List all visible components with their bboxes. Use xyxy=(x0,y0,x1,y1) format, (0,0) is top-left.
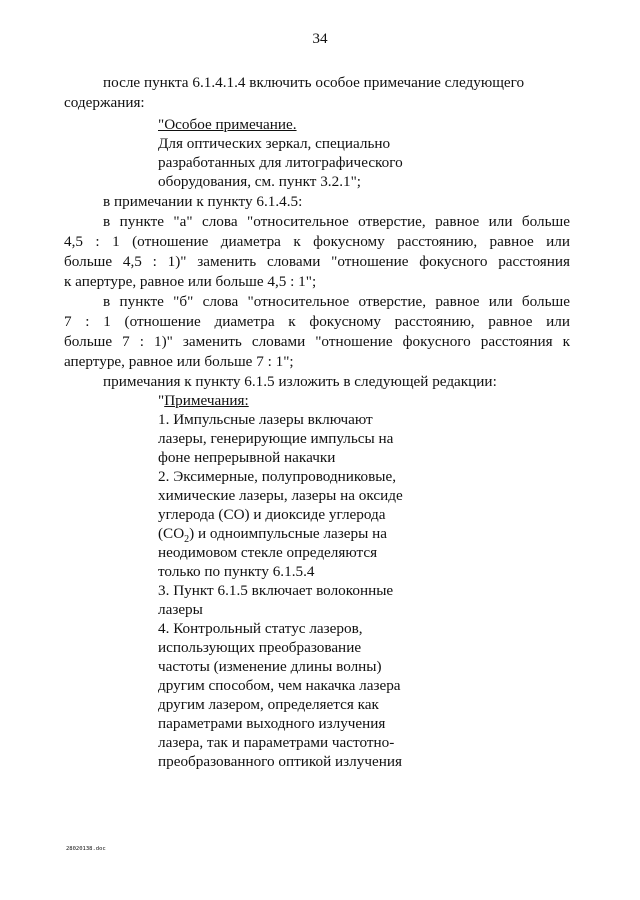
note-line: 1. Импульсные лазеры включают xyxy=(158,411,373,428)
note-line: химические лазеры, лазеры на оксиде xyxy=(158,487,403,504)
paragraph-line: в примечании к пункту 6.1.4.5: xyxy=(103,193,303,210)
note-heading: "Особое примечание. xyxy=(158,116,297,133)
note-line: Для оптических зеркал, специально xyxy=(158,135,391,152)
paragraph-line: после пункта 6.1.4.1.4 включить особое примечание следующего xyxy=(103,74,525,91)
note-line: только по пункту 6.1.5.4 xyxy=(158,563,315,580)
footer-filename: 28020138.doc xyxy=(66,846,106,852)
notes-heading xyxy=(158,392,249,410)
paragraph-line: апертуре, равное или больше 7 : 1"; xyxy=(64,353,294,370)
note-line: лазера, так и параметрами частотно- xyxy=(158,734,395,751)
note-line: преобразованного оптикой излучения xyxy=(158,753,402,770)
paragraph-line: 7 : 1 (отношение диаметра к фокусному расстоянию, равное или xyxy=(64,313,570,330)
paragraph-line: содержания: xyxy=(64,94,145,111)
note-line: другим лазером, определяется как xyxy=(158,696,379,713)
note-line: 4. Контрольный статус лазеров, xyxy=(158,620,363,637)
paragraph-line: больше 4,5 : 1)" заменить словами "отношение фокусного расстояния xyxy=(64,253,570,270)
co2-subscript: 2 xyxy=(184,534,190,546)
paragraph-line: 4,5 : 1 (отношение диаметра к фокусному расстоянию, равное или xyxy=(64,233,570,250)
notes-heading-quote: " xyxy=(158,392,165,409)
note-line: разработанных для литографического xyxy=(158,154,403,171)
paragraph-line: больше 7 : 1)" заменить словами "отношение фокусного расстояния к xyxy=(64,333,570,350)
note-line: лазеры, генерирующие импульсы на xyxy=(158,430,394,447)
note-line: параметрами выходного излучения xyxy=(158,715,386,732)
note-line: частоты (изменение длины волны) xyxy=(158,658,382,675)
page-number: 34 xyxy=(312,30,328,47)
paragraph-line: в пункте "б" слова "относительное отверстие, равное или больше xyxy=(103,293,570,310)
note-line: использующих преобразование xyxy=(158,639,362,656)
notes-heading-text: Примечания: xyxy=(164,392,249,409)
note-line: фоне непрерывной накачки xyxy=(158,449,336,466)
note-line: оборудования, см. пункт 3.2.1"; xyxy=(158,173,362,190)
note-line: 2. Эксимерные, полупроводниковые, xyxy=(158,468,397,485)
paragraph-line: примечания к пункту 6.1.5 изложить в следующей редакции: xyxy=(103,373,497,390)
co2-formula: (CO xyxy=(158,525,185,542)
note-line-rest: ) и одноимпульсные лазеры на xyxy=(189,525,387,542)
note-line: другим способом, чем накачка лазера xyxy=(158,677,401,694)
paragraph-line: в пункте "а" слова "относительное отверстие, равное или больше xyxy=(103,213,570,230)
note-line: углерода (CO) и диоксиде углерода xyxy=(158,506,386,523)
note-line: неодимовом стекле определяются xyxy=(158,544,378,561)
note-line: 3. Пункт 6.1.5 включает волоконные xyxy=(158,582,394,599)
note-line: лазеры xyxy=(158,601,203,618)
paragraph-line: к апертуре, равное или больше 4,5 : 1"; xyxy=(64,273,317,290)
